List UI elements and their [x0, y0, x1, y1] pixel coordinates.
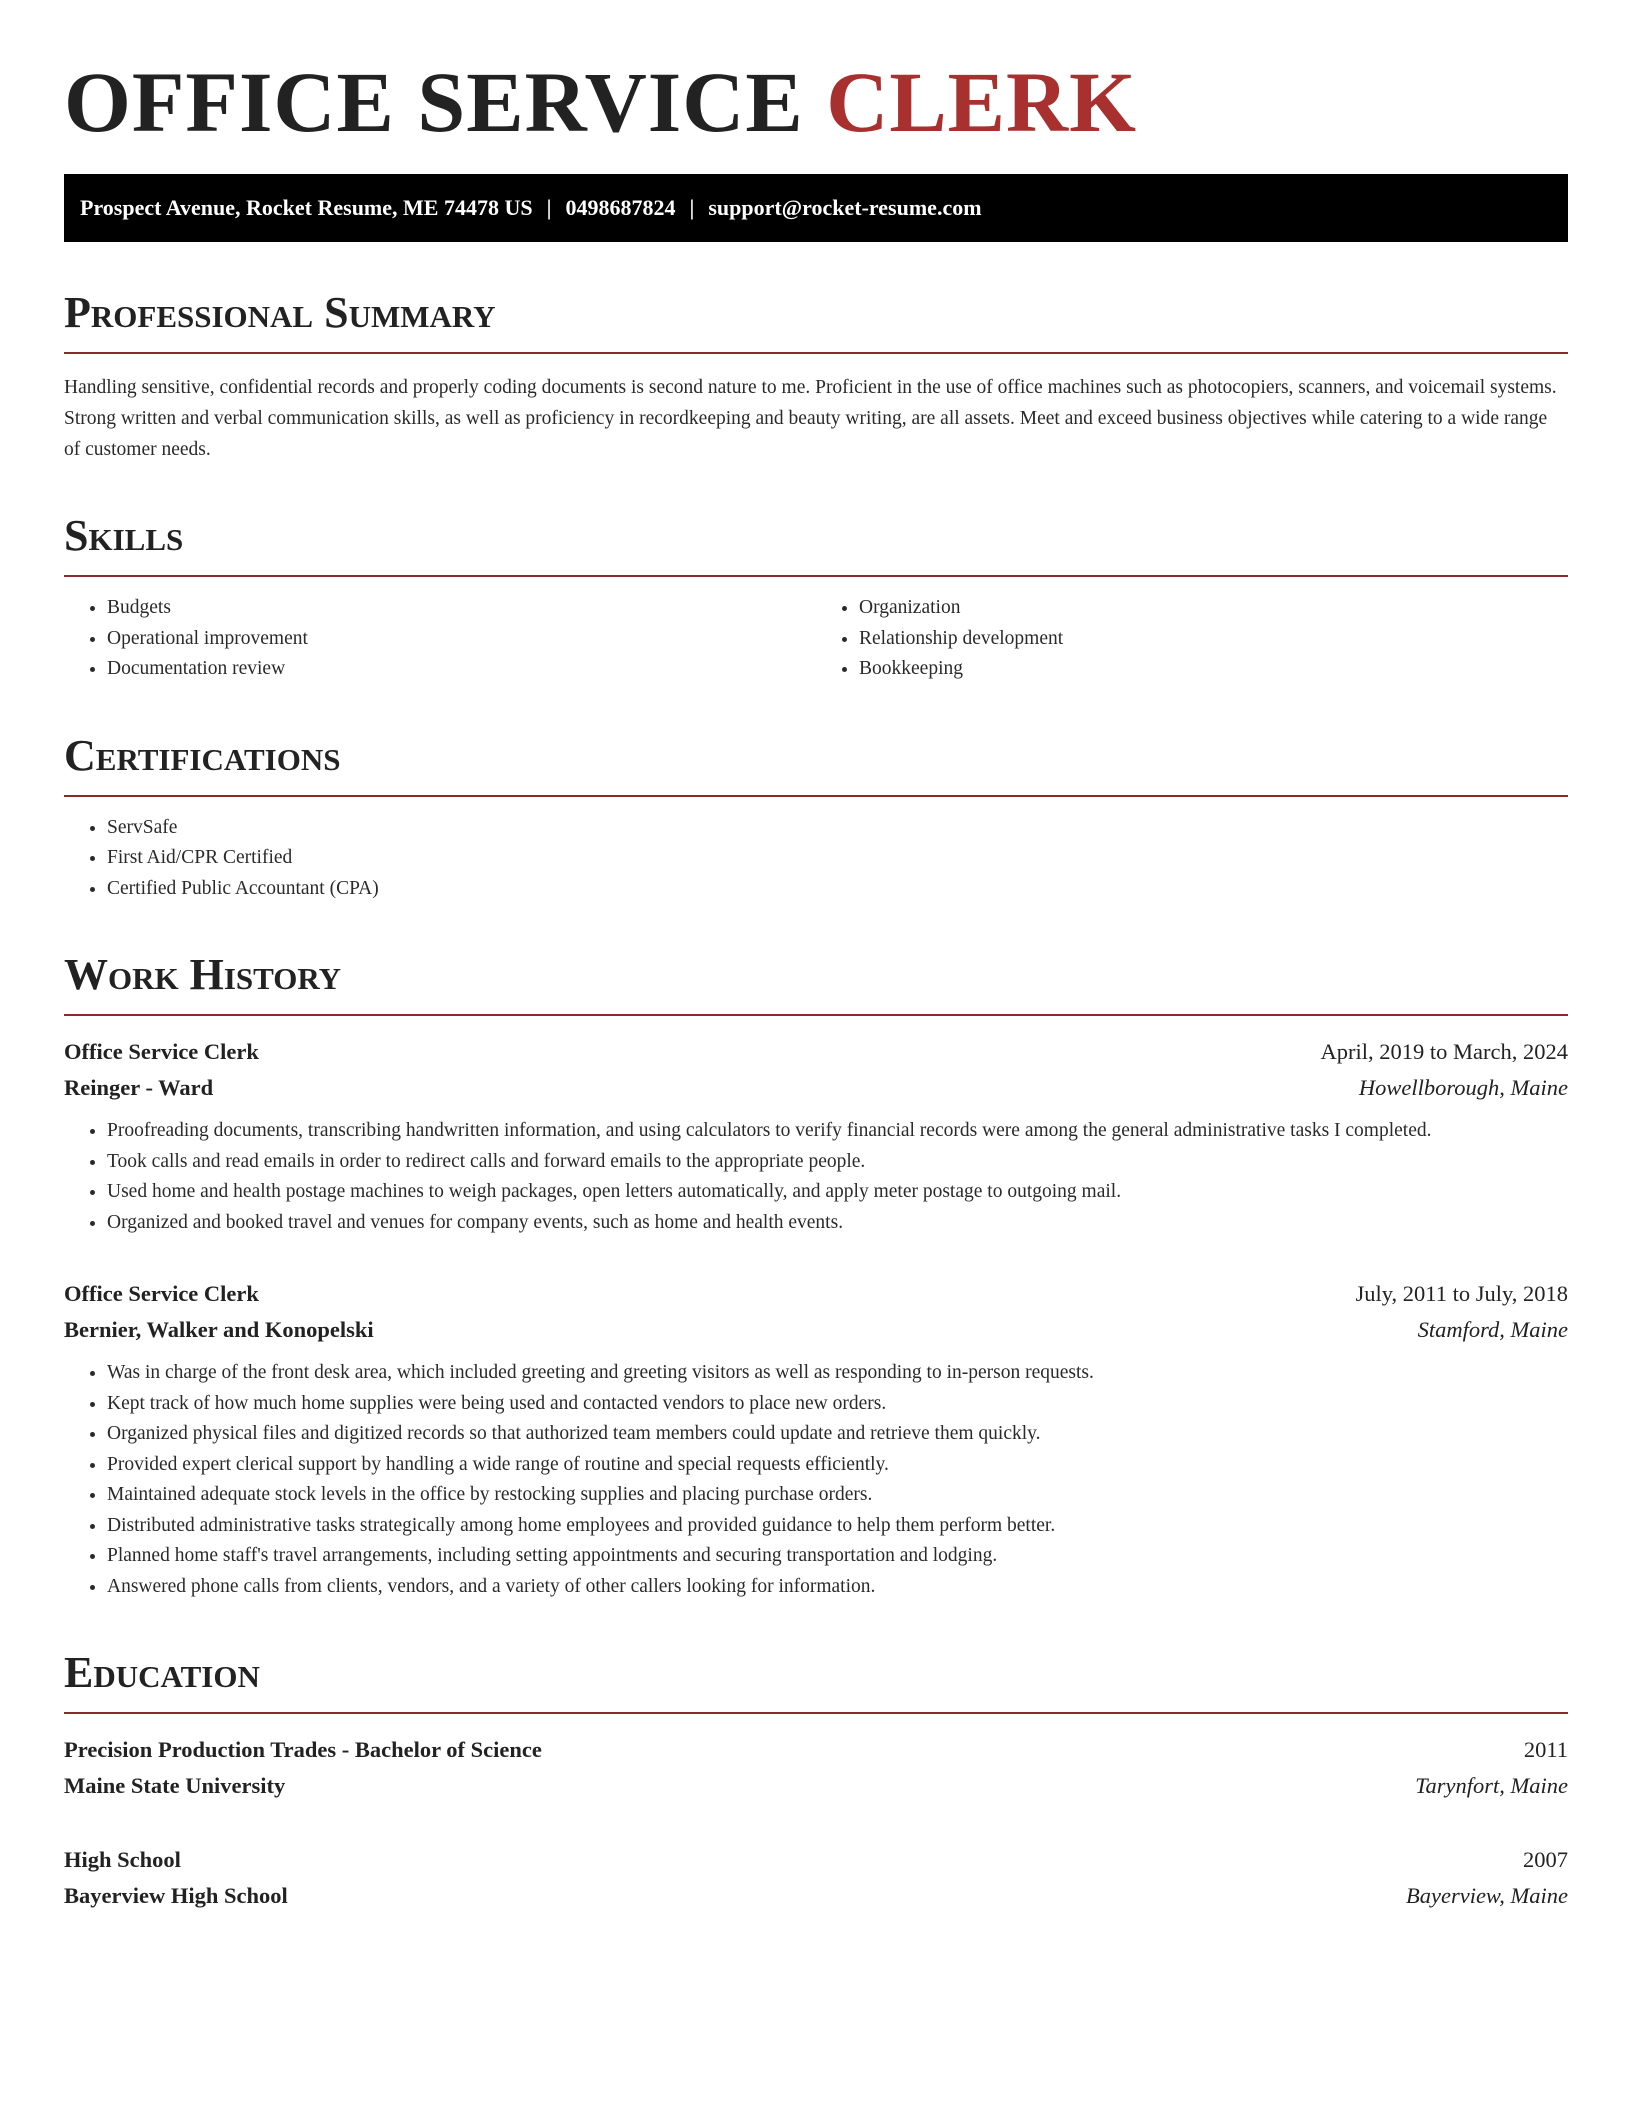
contact-separator: |: [546, 195, 552, 220]
work-history-title: Work History: [64, 950, 342, 999]
contact-bar: [64, 174, 1568, 242]
job-header-row: [64, 1034, 1568, 1070]
skills-columns: [64, 577, 1568, 685]
job-company-row: [64, 1070, 1568, 1106]
education-entry: [64, 1732, 1568, 1804]
contact-separator: |: [689, 195, 695, 220]
job-duty-item: • Planned home staff's travel arrangements, including setting appointments and securing transportation and lodging.: [107, 1541, 1568, 1572]
job-entry: [64, 1276, 1568, 1602]
job-duty-item: • Kept track of how much home supplies were being used and contacted vendors to place new orders.: [107, 1389, 1568, 1420]
education-entry: [64, 1842, 1568, 1914]
job-dates: July, 2011 to July, 2018: [1355, 1281, 1568, 1306]
skills-list-left: [64, 593, 816, 685]
job-duty-item: • Maintained adequate stock levels in the office by restocking supplies and placing purchase orders.: [107, 1480, 1568, 1511]
job-duties-list: [64, 1116, 1568, 1238]
certification-item: • Certified Public Accountant (CPA): [107, 874, 1568, 905]
certification-item: • ServSafe: [107, 813, 1568, 844]
job-duty-item: • Provided expert clerical support by handling a wide range of routine and special requests efficiently.: [107, 1450, 1568, 1481]
section-divider: [64, 1014, 1568, 1016]
skill-item: • Relationship development: [859, 624, 1568, 655]
education-section: [64, 1648, 1568, 1914]
education-school-row: [64, 1878, 1568, 1914]
education-header-row: [64, 1732, 1568, 1768]
education-year: 2011: [1523, 1737, 1568, 1762]
job-duties-list: [64, 1358, 1568, 1602]
education-school: Bayerview High School: [64, 1883, 288, 1908]
education-location: Bayerview, Maine: [1405, 1883, 1568, 1908]
job-location: Howellborough, Maine: [1358, 1075, 1568, 1100]
summary-title: Professional Summary: [64, 288, 496, 337]
certification-item: • First Aid/CPR Certified: [107, 843, 1568, 874]
education-header-row: [64, 1842, 1568, 1878]
job-company-row: [64, 1312, 1568, 1348]
section-divider: [64, 1712, 1568, 1714]
education-degree: High School: [64, 1847, 181, 1872]
skill-item: • Bookkeeping: [859, 654, 1568, 685]
skill-item: • Documentation review: [107, 654, 816, 685]
section-divider: [64, 795, 1568, 797]
job-dates: April, 2019 to March, 2024: [1320, 1039, 1568, 1064]
certifications-title: Certifications: [64, 730, 341, 780]
job-duty-item: • Answered phone calls from clients, vendors, and a variety of other callers looking for information.: [107, 1572, 1568, 1603]
education-school: Maine State University: [64, 1773, 286, 1798]
job-company: Reinger - Ward: [64, 1075, 214, 1100]
job-duty-item: • Organized physical files and digitized records so that authorized team members could update and retrieve them quickly.: [107, 1419, 1568, 1450]
skill-item: • Operational improvement: [107, 624, 816, 655]
job-duty-item: • Used home and health postage machines to weigh packages, open letters automatically, and apply meter postage to outgoing mail.: [107, 1177, 1568, 1208]
skill-item: • Organization: [859, 593, 1568, 624]
summary-text: Handling sensitive, confidential records and properly coding documents is second nature to me. Proficient in the use of office machines such as photocopiers, scanners, and voicemail systems. Strong written and verbal communication skills, as well as proficiency in recordkeeping and beauty writing, are all assets. Meet and exceed business objectives while catering to a wide range of customer needs.: [64, 377, 1557, 460]
skill-item: • Budgets: [107, 593, 816, 624]
education-title: Education: [64, 1648, 260, 1697]
section-divider: [64, 352, 1568, 354]
skills-list-right: [816, 593, 1568, 685]
job-duty-item: • Organized and booked travel and venues for company events, such as home and health events.: [107, 1208, 1568, 1239]
contact-address: Prospect Avenue, Rocket Resume, ME 74478 US: [80, 195, 533, 220]
job-duty-item: • Took calls and read emails in order to redirect calls and forward emails to the appropriate people.: [107, 1147, 1568, 1178]
job-entry: [64, 1034, 1568, 1238]
name-main: OFFICE SERVICE: [64, 54, 827, 150]
job-role: Office Service Clerk: [64, 1039, 259, 1064]
certifications-list: [64, 813, 1568, 905]
education-degree: Precision Production Trades - Bachelor of Science: [64, 1737, 542, 1762]
certifications-section: [64, 731, 1568, 905]
education-year: 2007: [1523, 1847, 1568, 1872]
summary-section: [64, 288, 1568, 465]
name-accent: CLERK: [826, 54, 1138, 150]
skills-title: Skills: [64, 511, 184, 560]
contact-email: support@rocket-resume.com: [708, 195, 982, 220]
education-location: Tarynfort, Maine: [1415, 1773, 1568, 1798]
skills-section: [64, 511, 1568, 685]
job-header-row: [64, 1276, 1568, 1312]
job-duty-item: • Distributed administrative tasks strategically among home employees and provided guidance to help them perform better.: [107, 1511, 1568, 1542]
job-location: Stamford, Maine: [1417, 1317, 1568, 1342]
job-company: Bernier, Walker and Konopelski: [64, 1317, 374, 1342]
education-school-row: [64, 1768, 1568, 1804]
contact-phone: 0498687824: [565, 195, 676, 220]
job-duty-item: • Was in charge of the front desk area, which included greeting and greeting visitors as well as responding to in-person requests.: [107, 1358, 1568, 1389]
work-history-section: [64, 950, 1568, 1602]
resume-name: [64, 52, 1568, 152]
job-role: Office Service Clerk: [64, 1281, 259, 1306]
job-duty-item: • Proofreading documents, transcribing handwritten information, and using calculators to verify financial records were among the general administrative tasks I completed.: [107, 1116, 1568, 1147]
